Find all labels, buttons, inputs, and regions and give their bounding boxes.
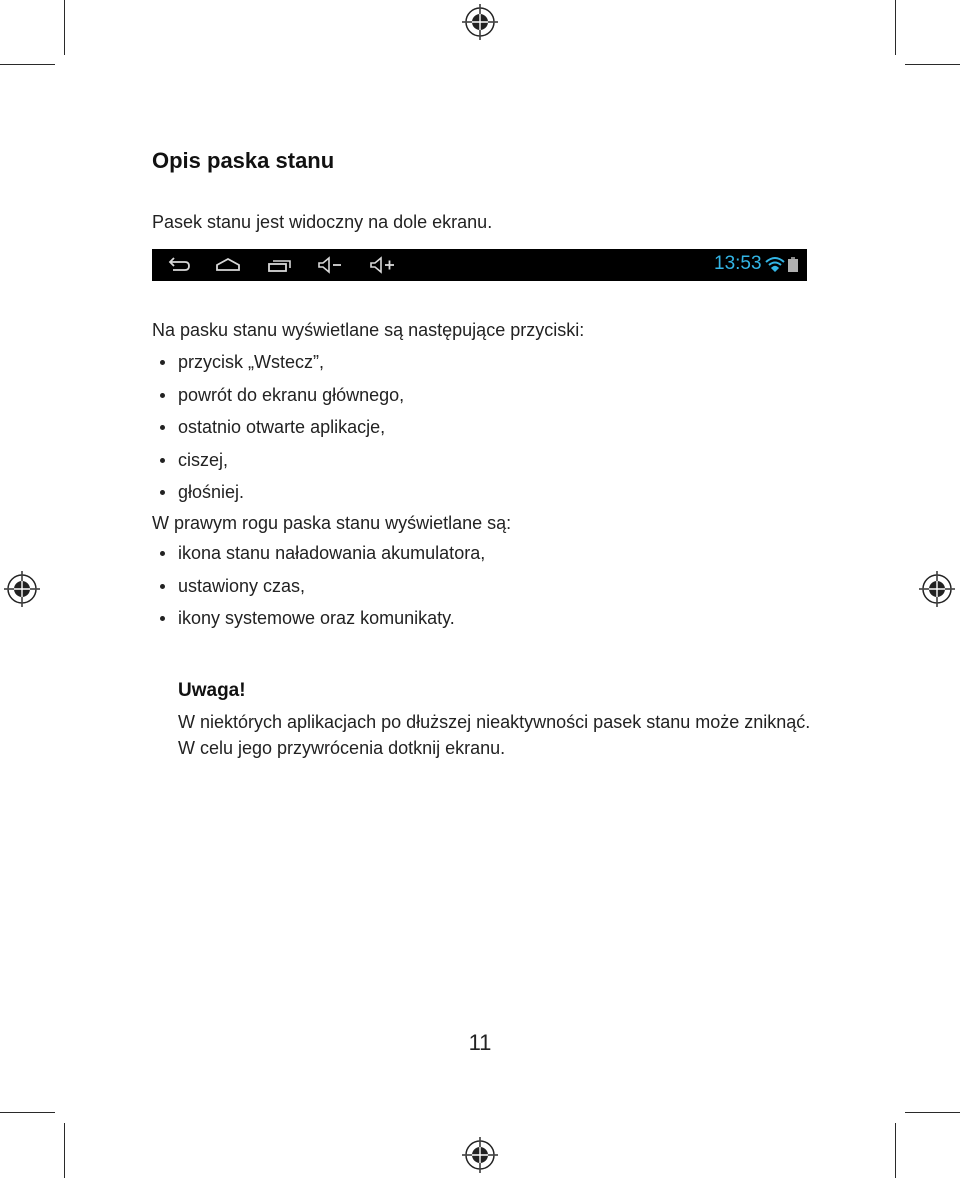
registration-mark-icon — [462, 1137, 498, 1173]
note-text: W niektórych aplikacjach po dłuższej nieaktywności pasek stanu może zniknąć. W celu jego przywrócenia dotknij ekranu. — [178, 712, 811, 758]
page-number: 11 — [468, 1030, 492, 1055]
right-corner-intro-text: W prawym rogu paska stanu wyświetlane są: — [152, 513, 512, 533]
volume-down-icon — [316, 254, 344, 276]
crop-mark — [0, 1112, 55, 1113]
status-bar-image — [152, 249, 807, 281]
crop-mark — [905, 64, 960, 65]
crop-mark — [64, 0, 65, 55]
list-item: powrót do ekranu głównego, — [160, 383, 404, 416]
crop-mark — [895, 1123, 896, 1178]
list-item: ikony systemowe oraz komunikaty. — [160, 606, 485, 639]
home-icon — [214, 254, 242, 276]
volume-up-icon — [368, 254, 396, 276]
registration-mark-icon — [919, 571, 955, 607]
list-item: ciszej, — [160, 448, 404, 481]
crop-mark — [895, 0, 896, 55]
crop-mark — [905, 1112, 960, 1113]
list-item: głośniej. — [160, 480, 404, 513]
list-item: ikona stanu naładowania akumulatora, — [160, 541, 485, 574]
status-time: 13:53 — [714, 253, 762, 274]
buttons-list — [160, 350, 404, 513]
recent-apps-icon — [266, 254, 294, 276]
right-corner-list — [160, 541, 485, 639]
crop-mark — [0, 64, 55, 65]
registration-mark-icon — [4, 571, 40, 607]
back-icon — [165, 254, 193, 276]
list-item: przycisk „Wstecz”, — [160, 350, 404, 383]
battery-icon — [786, 254, 800, 276]
wifi-icon — [764, 254, 786, 276]
note-title: Uwaga! — [178, 680, 246, 701]
registration-mark-icon — [462, 4, 498, 40]
intro-text: Pasek stanu jest widoczny na dole ekranu. — [152, 212, 493, 232]
list-item: ostatnio otwarte aplikacje, — [160, 415, 404, 448]
list-item: ustawiony czas, — [160, 574, 485, 607]
crop-mark — [64, 1123, 65, 1178]
buttons-intro-text: Na pasku stanu wyświetlane są następujące przyciski: — [152, 320, 585, 340]
page-title: Opis paska stanu — [152, 148, 335, 173]
